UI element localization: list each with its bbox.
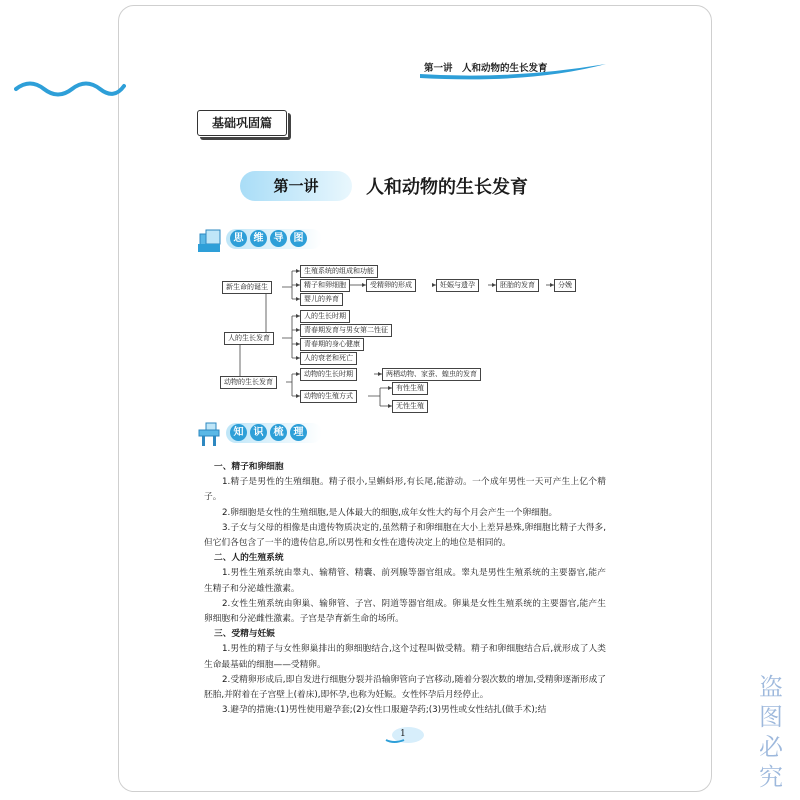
mindmap-node-root: 人的生长发育 — [224, 332, 274, 345]
heading-char: 维 — [250, 230, 267, 247]
section-label: 基础巩固篇 — [197, 110, 287, 136]
header-title: 第一讲 人和动物的生长发育 — [424, 63, 548, 74]
mindmap-node: 有性生殖 — [392, 382, 428, 395]
mindmap-node: 动物的生殖方式 — [300, 390, 357, 403]
heading-char: 思 — [230, 230, 247, 247]
knowledge-heading — [230, 424, 307, 441]
paragraph: 1.男性的精子与女性卵巢排出的卵细胞结合,这个过程叫做受精。精子和卵细胞结合后,就形成了人类生命最基础的细胞——受精卵。 — [204, 644, 606, 670]
paragraph: 1.精子是男性的生殖细胞。精子很小,呈蝌蚪形,有长尾,能游动。一个成年男性一天可产生上亿个精子。 — [204, 477, 606, 503]
mindmap-node: 胚胎的发育 — [496, 279, 539, 292]
mindmap-node-root: 动物的生长发育 — [220, 376, 277, 389]
lesson-title: 人和动物的生长发育 — [366, 177, 528, 198]
mindmap-node: 青春期的身心健康 — [300, 338, 364, 351]
paragraph: 2.受精卵形成后,即自发进行细胞分裂并沿输卵管向子宫移动,随着分裂次数的增加,受精卵逐渐形成了胚胎,并附着在子宫壁上(着床),即怀孕,也称为妊娠。女性怀孕后月经停止。 — [204, 674, 606, 701]
paragraph: 3.子女与父母的相像是由遗传物质决定的,虽然精子和卵细胞在大小上差异悬殊,卵细胞比精子大得多,但它们各包含了一半的遗传信息,所以男性和女性在遗传决定上的地位是相同的。 — [204, 522, 606, 549]
page-number: 1 — [400, 729, 406, 739]
mindmap-node: 青春期发育与男女第二性征 — [300, 324, 392, 337]
section-heading: 二、人的生殖系统 — [214, 553, 284, 564]
mindmap-node: 生殖系统的组成和功能 — [300, 265, 378, 278]
mindmap-node: 妊娠与遗孕 — [436, 279, 479, 292]
mindmap-node: 动物的生长时期 — [300, 368, 357, 381]
decorative-wave — [14, 78, 126, 100]
heading-char: 导 — [270, 230, 287, 247]
paragraph: 2.女性生殖系统由卵巢、输卵管、子宫、阴道等器官组成。卵巢是女性生殖系统的主要器官,能产生卵细胞和分泌雌性激素。子宫是孕育新生命的场所。 — [204, 598, 606, 625]
paragraph: 3.避孕的措施:(1)男性使用避孕套;(2)女性口服避孕药;(3)男性或女性结扎(做手术);结 — [222, 705, 547, 716]
desk-icon — [196, 420, 226, 450]
books-icon — [196, 226, 226, 256]
mindmap-node: 分娩 — [554, 279, 576, 292]
knowledge-badge — [196, 420, 326, 450]
running-header — [380, 56, 610, 86]
mind-map — [200, 262, 590, 422]
lesson-badge: 第一讲 — [240, 171, 352, 201]
heading-char: 识 — [250, 424, 267, 441]
mindmap-badge — [196, 226, 326, 256]
section-heading: 三、受精与妊娠 — [214, 629, 275, 640]
mindmap-node: 无性生殖 — [392, 400, 428, 413]
watermark: 盗图必究 — [759, 673, 783, 791]
section-heading: 一、精子和卵细胞 — [214, 462, 284, 472]
mindmap-node: 精子和卵细胞 — [300, 279, 350, 292]
mindmap-node: 受精卵的形成 — [366, 279, 416, 292]
heading-char: 梳 — [270, 424, 287, 441]
mindmap-node: 两栖动物、家蚕、蝗虫的发育 — [382, 368, 481, 381]
mindmap-node: 婴儿的养育 — [300, 293, 343, 306]
mindmap-node: 人的衰老和死亡 — [300, 352, 357, 365]
mindmap-heading — [230, 230, 307, 247]
page-number-badge — [384, 724, 428, 746]
heading-char: 知 — [230, 424, 247, 441]
content-body — [204, 460, 606, 718]
mindmap-node: 人的生长时期 — [300, 310, 350, 323]
paragraph: 2.卵细胞是女性的生殖细胞,是人体最大的细胞,成年女性大约每个月会产生一个卵细胞。 — [222, 507, 558, 518]
heading-char: 理 — [290, 424, 307, 441]
page-number-decoration — [384, 724, 428, 746]
mindmap-node-root: 新生命的诞生 — [222, 281, 272, 294]
heading-char: 图 — [290, 230, 307, 247]
paragraph: 1.男性生殖系统由睾丸、输精管、精囊、前列腺等器官组成。睾丸是男性生殖系统的主要器官,能产生精子和分泌雄性激素。 — [204, 568, 606, 594]
